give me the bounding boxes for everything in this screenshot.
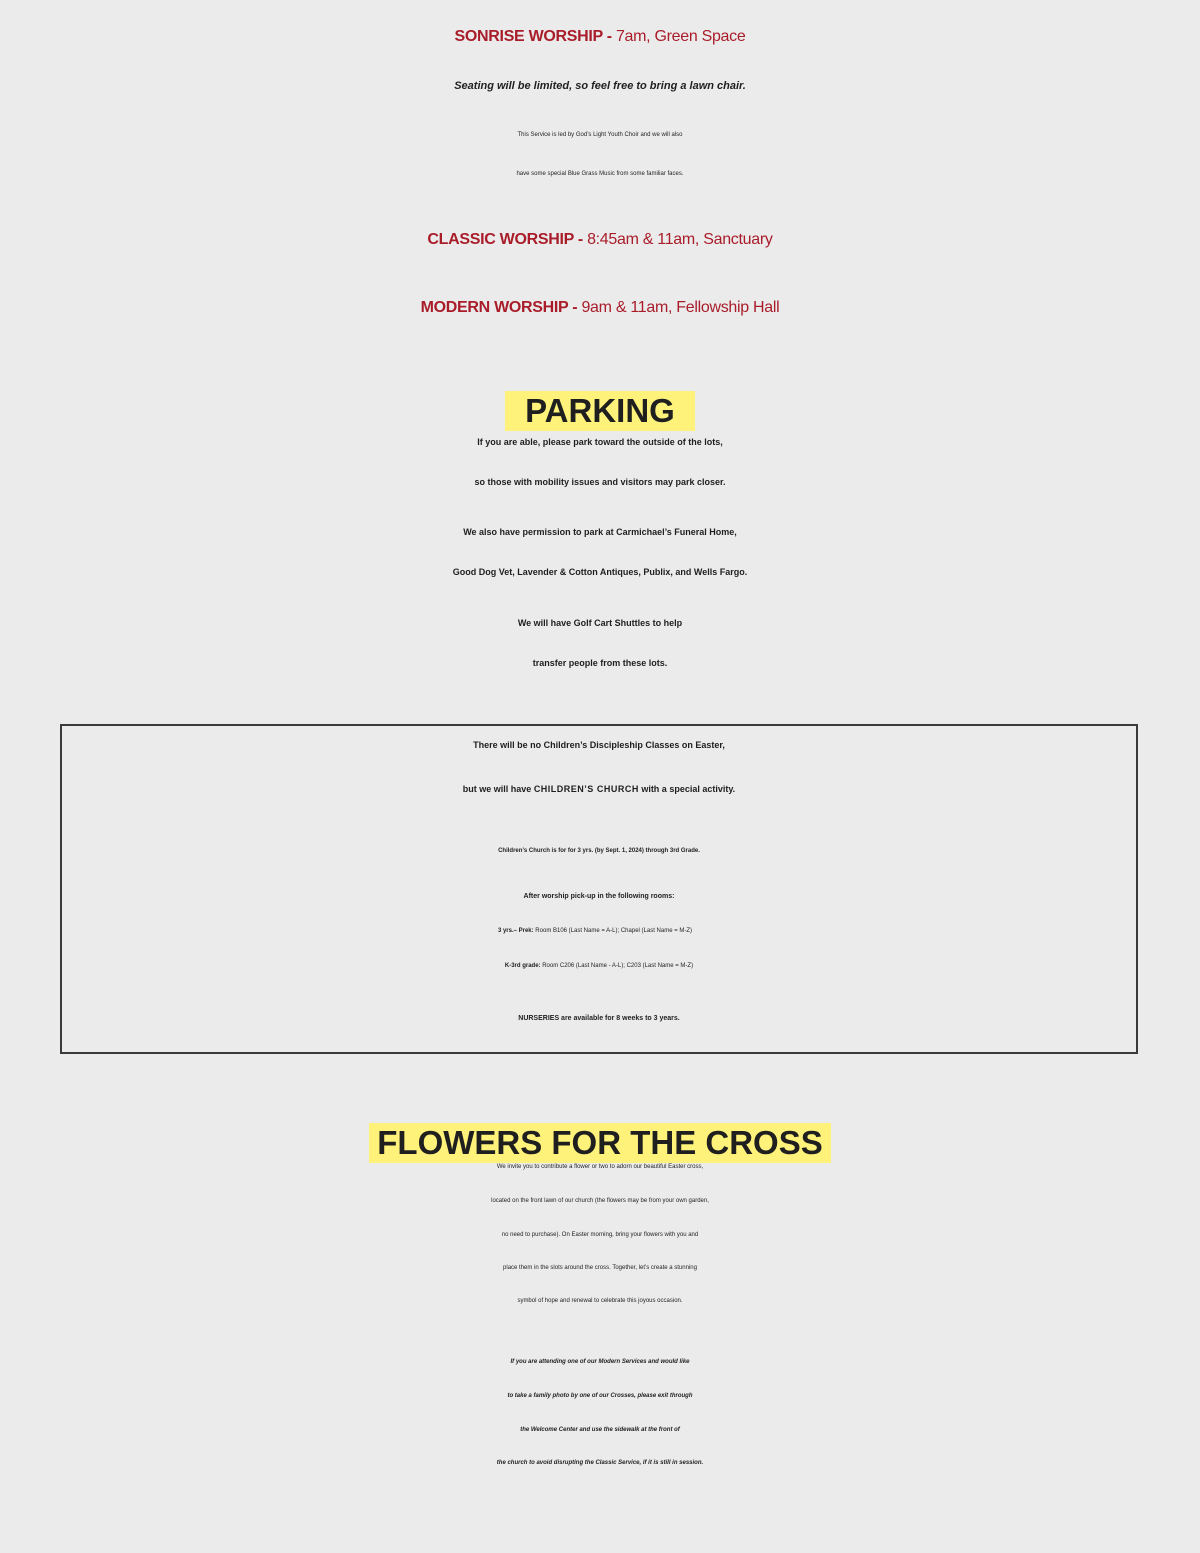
k3-rooms: Room C206 (Last Name - A-L); C203 (Last Name = M-Z) bbox=[540, 963, 694, 969]
childrens-church-emphasis: CHILDREN’S CHURCH bbox=[533, 784, 639, 794]
parking-shuttle-line-1: We will have Golf Cart Shuttles to help bbox=[517, 618, 683, 628]
flowers-heading: FLOWERS FOR THE CROSS bbox=[369, 1123, 831, 1163]
nurseries-line: NURSERIES are available for 8 weeks to 3 years. bbox=[518, 1015, 680, 1022]
modern-worship-detail: 9am & 11am, Fellowship Hall bbox=[577, 299, 780, 316]
k3-label: K-3rd grade: bbox=[504, 963, 541, 969]
modern-worship-title: MODERN WORSHIP - bbox=[420, 299, 578, 316]
classic-worship-detail: 8:45am & 11am, Sanctuary bbox=[582, 231, 773, 248]
classic-worship-line bbox=[0, 231, 1200, 249]
childrens-church-ages: Children’s Church is for for 3 yrs. (by Sept. 1, 2024) through 3rd Grade. bbox=[498, 848, 700, 854]
prek-pickup-line bbox=[58, 928, 1132, 934]
prek-rooms: Room B106 (Last Name = A-L); Chapel (Last Name = M-Z) bbox=[533, 928, 693, 934]
parking-line-2: so those with mobility issues and visitors may park closer. bbox=[474, 477, 726, 487]
childrens-info-box bbox=[60, 724, 1138, 1054]
flowers-paragraph-line-3: no need to purchase). On Easter morning, bring your flowers with you and bbox=[501, 1232, 699, 1238]
sonrise-worship-line bbox=[0, 28, 1200, 46]
photo-note-line-1: If you are attending one of our Modern Services and would like bbox=[510, 1359, 690, 1365]
childrens-church-text-a: but we will have bbox=[462, 784, 534, 794]
sonrise-description-1: This Service is led by God’s Light Youth Choir and we will also bbox=[517, 132, 683, 138]
sonrise-worship-title: SONRISE WORSHIP - bbox=[454, 28, 612, 45]
flowers-paragraph-line-1: We invite you to contribute a flower or two to adorn our beautiful Easter cross, bbox=[496, 1164, 704, 1170]
photo-note-line-4: the church to avoid disrupting the Classic Service, if it is still in session. bbox=[496, 1460, 704, 1466]
parking-line-1: If you are able, please park toward the outside of the lots, bbox=[477, 437, 723, 447]
k3-pickup-line bbox=[62, 963, 1136, 969]
children-no-classes-line: There will be no Children’s Discipleship Classes on Easter, bbox=[473, 740, 725, 750]
flowers-heading-wrap bbox=[0, 1123, 1200, 1163]
photo-note-line-3: the Welcome Center and use the sidewalk at the front of bbox=[520, 1427, 680, 1433]
photo-note-line-2: to take a family photo by one of our Crosses, please exit through bbox=[507, 1393, 693, 1399]
sonrise-seating-note: Seating will be limited, so feel free to bring a lawn chair. bbox=[454, 80, 746, 92]
childrens-church-text-c: with a special activity. bbox=[638, 784, 736, 794]
parking-shuttle-line-2: transfer people from these lots. bbox=[532, 658, 668, 668]
parking-line-4: Good Dog Vet, Lavender & Cotton Antiques, Publix, and Wells Fargo. bbox=[452, 567, 748, 577]
flowers-paragraph-line-2: located on the front lawn of our church (the flowers may be from your own garden, bbox=[491, 1198, 709, 1204]
classic-worship-title: CLASSIC WORSHIP - bbox=[427, 231, 583, 248]
sonrise-worship-detail: 7am, Green Space bbox=[611, 28, 746, 45]
parking-line-3: We also have permission to park at Carmichael’s Funeral Home, bbox=[463, 527, 737, 537]
sonrise-description-2: have some special Blue Grass Music from some familiar faces. bbox=[516, 171, 684, 177]
parking-heading: PARKING bbox=[505, 391, 695, 431]
flowers-paragraph-line-4: place them in the slots around the cross. Together, let’s create a stunning bbox=[503, 1265, 697, 1271]
parking-heading-wrap bbox=[0, 391, 1200, 431]
pickup-heading: After worship pick-up in the following rooms: bbox=[523, 893, 675, 900]
modern-worship-line bbox=[0, 299, 1200, 317]
flowers-paragraph-line-5: symbol of hope and renewal to celebrate this joyous occasion. bbox=[517, 1298, 683, 1304]
prek-label: 3 yrs.– Prek: bbox=[497, 928, 534, 934]
childrens-church-line bbox=[62, 784, 1136, 794]
